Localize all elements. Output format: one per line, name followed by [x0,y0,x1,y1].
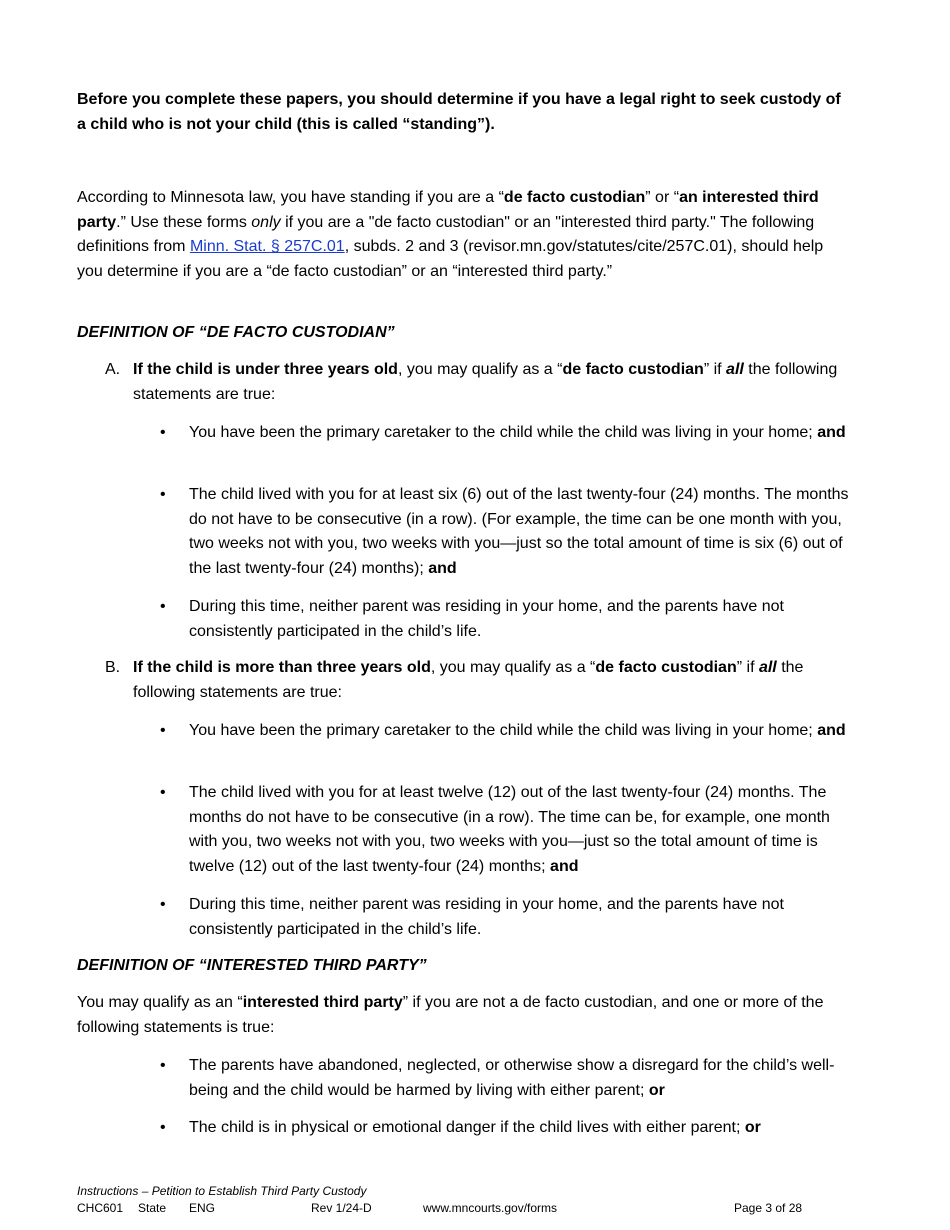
intro-paragraph [77,88,852,137]
item-b-text-2: ” if [736,659,759,676]
bullet-conjunction: or [648,1081,665,1099]
heading-de-facto-custodian: DEFINITION OF “DE FACTO CUSTODIAN” [77,324,395,341]
list-item [160,781,850,879]
list-item [160,421,850,446]
item-a-term: de facto custodian [562,361,704,378]
bullet-text [189,719,850,744]
bullet-body: The parents have abandoned, neglected, or otherwise show a disregard for the child’s well-being and the child would be harmed by living with either parent; [189,1057,835,1099]
list-item [160,483,850,581]
item-letter: A. [105,361,121,378]
standing-text-4: if you are a "de facto custodian" or an "interested third party." The following definitions from [77,213,815,255]
list-item [160,1054,850,1103]
term-interested-third-party: an interested third party [77,189,819,231]
item-a-text-3: the following statements are true: [133,361,838,403]
bullet-conjunction: and [550,857,579,875]
standing-text-1: According to Minnesota law, you have standing if you are a “ [77,189,504,206]
item-b-text-1: , you may qualify as a “ [430,659,596,676]
statute-link[interactable]: Minn. Stat. § 257C.01 [189,238,345,255]
bullet-body: You have been the primary caretaker to the child while the child was living in your home; [189,722,818,739]
third-party-text-2: ” if you are not a de facto custodian, and one or more of the following statements is true: [77,994,824,1036]
bullet-conjunction: and [817,424,846,441]
bullet-glyph: • [160,486,166,503]
item-b-text-3: the following statements are true: [133,659,804,701]
bullet-text [189,595,850,644]
bullet-text [189,1116,850,1141]
bullet-body: The child is in physical or emotional danger if the child lives with either parent; [189,1119,745,1136]
bullet-glyph: • [160,896,166,913]
bullet-text [189,483,850,581]
third-party-term: interested third party [242,994,403,1011]
item-b-condition: If the child is more than three years old [133,659,431,676]
bullet-text [189,781,850,879]
footer-revision: Rev 1/24-D [311,1201,372,1215]
page-footer [77,1183,817,1217]
item-letter: B. [105,659,121,676]
bullet-conjunction: and [428,559,457,577]
third-party-text-1: You may qualify as an “ [77,994,243,1011]
third-party-paragraph [77,991,852,1040]
standing-text-5: , subds. 2 and 3 (revisor.mn.gov/statutes/cite/257C.01), should help you determine if you are a “de facto custodian” or an “interested third party.” [77,238,824,280]
intro-text: Before you complete these papers, you should determine if you have a legal right to seek custody of a child who is not your child (this is called “standing”). [77,91,841,133]
item-b-term: de facto custodian [595,659,737,676]
bullet-glyph: • [160,722,166,739]
bullet-body: During this time, neither parent was residing in your home, and the parents have not consistently participated in the child’s life. [189,598,784,640]
list-item-b [105,656,850,705]
standing-text-2: ” or “ [645,189,680,206]
bullet-body: The child lived with you for at least twelve (12) out of the last twenty-four (24) months. The months do not have to be consecutive (in a row). The time can be, for example, one month with you, two weeks not with you, two weeks with you—just so the total amount of time is twelve (12) out of the last twenty-four (24) months; [189,784,830,875]
list-item [160,595,850,644]
bullet-conjunction: and [817,722,846,739]
item-a-emphasis-all: all [726,361,744,378]
standing-paragraph [77,186,852,284]
heading-interested-third-party: DEFINITION OF “INTERESTED THIRD PARTY” [77,957,427,974]
item-a-text-1: , you may qualify as a “ [397,361,563,378]
item-b-emphasis-all: all [758,659,777,676]
term-de-facto-custodian: de facto custodian [503,189,646,206]
footer-language: ENG [189,1201,216,1215]
bullet-glyph: • [160,1119,166,1136]
list-item [160,893,850,942]
item-a-condition: If the child is under three years old [133,361,398,378]
bullet-glyph: • [160,1057,166,1074]
bullet-body: The child lived with you for at least six (6) out of the last twenty-four (24) months. The months do not have to be consecutive (in a row). (For example, the time can be one month with you, two weeks not with you, two weeks with you—just so the total amount of time is six (6) out of the last twenty-four (24) months); [189,486,849,577]
footer-title: Instructions – Petition to Establish Third Party Custody [77,1184,367,1198]
list-item [160,1116,850,1141]
footer-form-id: CHC601 [77,1201,124,1215]
item-a-text [133,358,850,407]
bullet-body: You have been the primary caretaker to the child while the child was living in your home; [189,424,818,441]
bullet-text [189,1054,850,1103]
bullet-glyph: • [160,424,166,441]
footer-meta-row [77,1200,817,1217]
bullet-body: During this time, neither parent was residing in your home, and the parents have not consistently participated in the child’s life. [189,896,784,938]
emphasis-only: only [251,213,281,231]
footer-page-number: Page 3 of 28 [734,1201,803,1215]
list-item-a [105,358,850,407]
bullet-glyph: • [160,784,166,801]
bullet-conjunction: or [744,1119,761,1136]
bullet-glyph: • [160,598,166,615]
item-b-text [133,656,850,705]
standing-text-3: .” Use these forms [116,213,252,231]
bullet-text [189,421,850,446]
bullet-text [189,893,850,942]
item-a-text-2: ” if [703,361,727,378]
footer-url: www.mncourts.gov/forms [423,1201,558,1215]
list-item [160,719,850,744]
footer-scope: State [138,1201,167,1215]
